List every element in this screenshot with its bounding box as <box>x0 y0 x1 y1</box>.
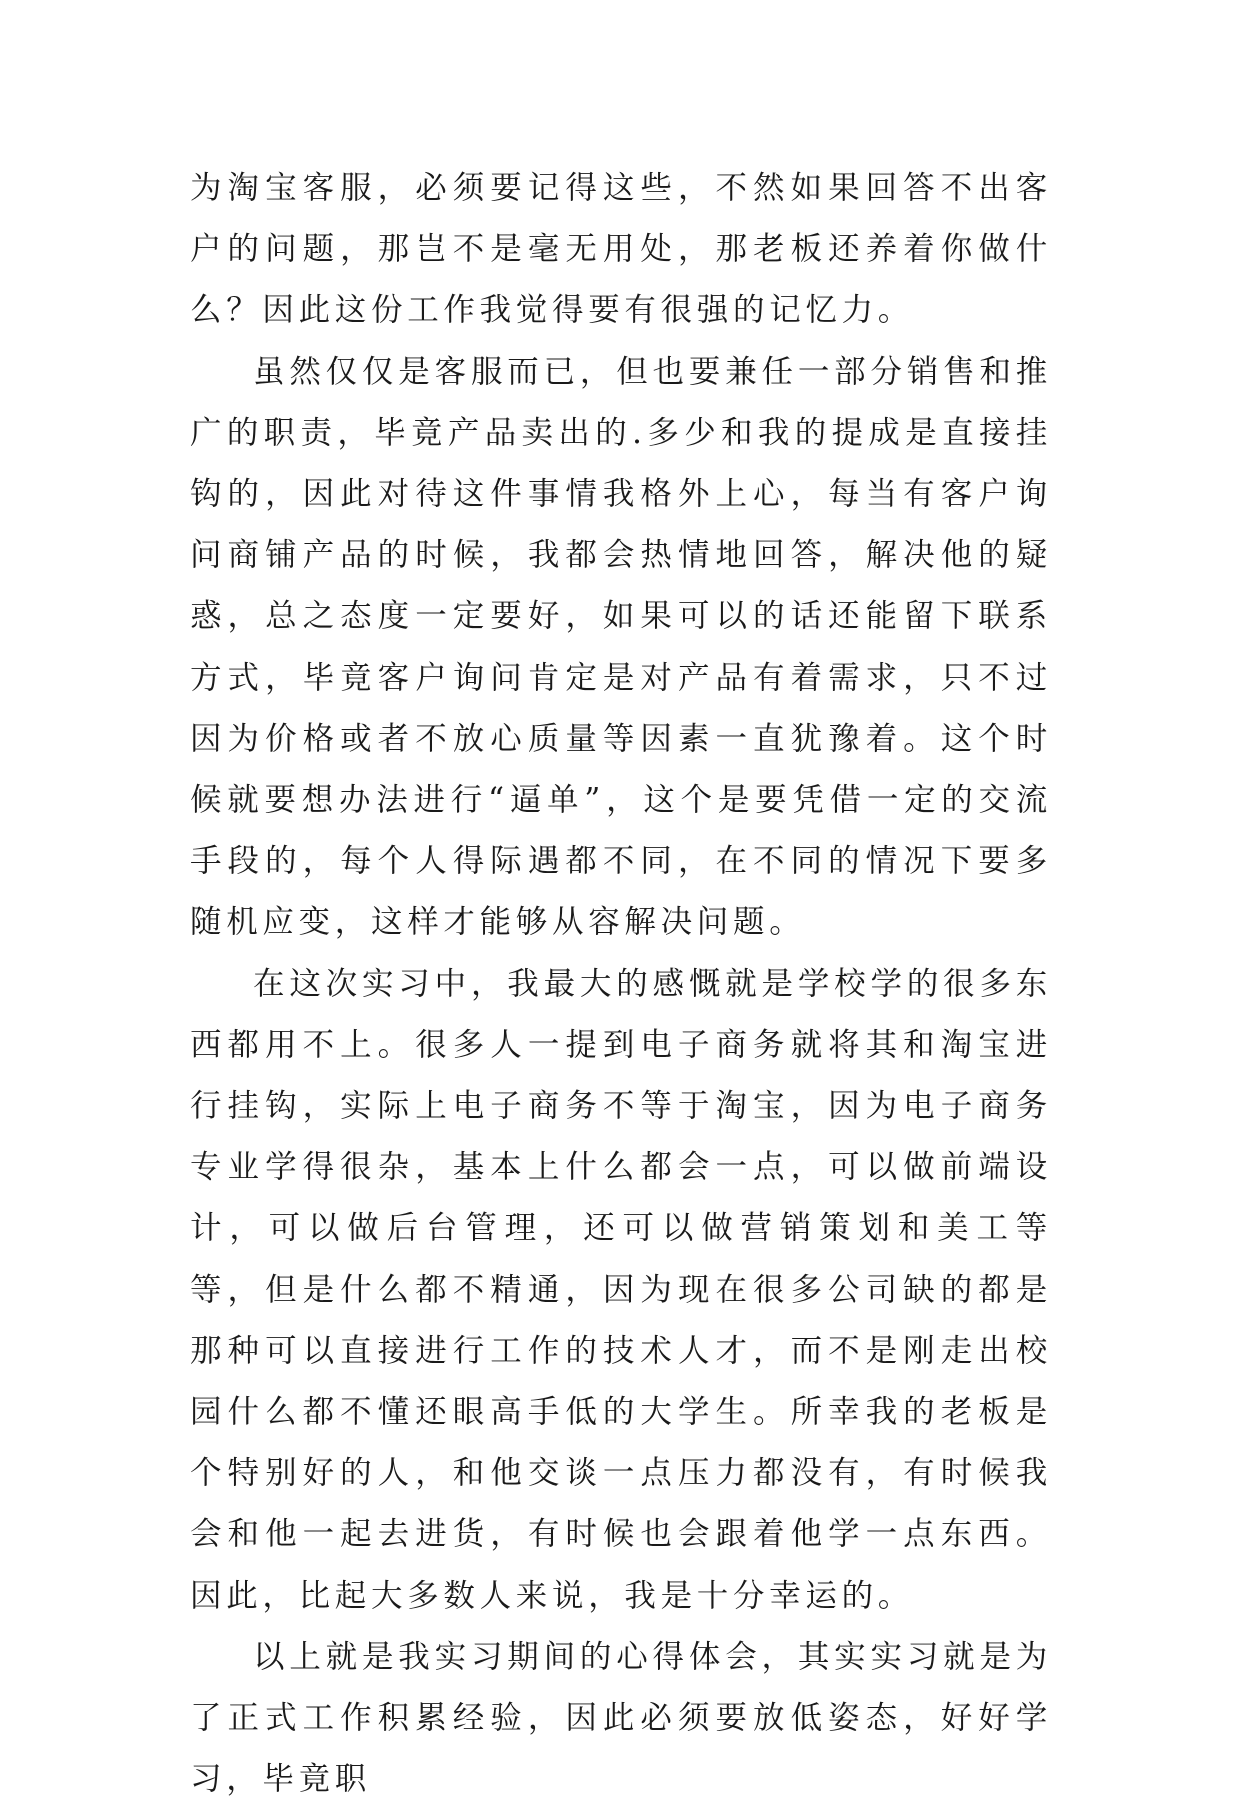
paragraph-customer-service-duties: 虽然仅仅是客服而已，但也要兼任一部分销售和推广的职责，毕竟产品卖出的.多少和我的提成是直接挂钩的，因此对待这件事情我格外上心，每当有客户询问商铺产品的时候，我都会热情地回答，解决他的疑惑，总之态度一定要好，如果可以的话还能留下联系方式，毕竟客户询问肯定是对产品有着需求，只不过因为价格或者不放心质量等因素一直犹豫着。这个时候就要想办法进行“逼单”，这个是要凭借一定的交流手段的，每个人得际遇都不同，在不同的情况下要多随机应变，这样才能够从容解决问题。 <box>190 353 1052 941</box>
paragraph-continued: 为淘宝客服，必须要记得这些，不然如果回答不出客户的问题，那岂不是毫无用处，那老板还养着你做什么？因此这份工作我觉得要有很强的记忆力。 <box>190 170 1052 329</box>
paragraph-summary: 以上就是我实习期间的心得体会，其实实习就是为了正式工作积累经验，因此必须要放低姿态，好好学习，毕竟职 <box>190 1638 1052 1798</box>
body-text <box>190 158 1052 1810</box>
paragraph-internship-reflection: 在这次实习中，我最大的感慨就是学校学的很多东西都用不上。很多人一提到电子商务就将其和淘宝进行挂钩，实际上电子商务不等于淘宝，因为电子商务专业学得很杂，基本上什么都会一点，可以做前端设计，可以做后台管理，还可以做营销策划和美工等等，但是什么都不精通，因为现在很多公司缺的都是那种可以直接进行工作的技术人才，而不是刚走出校园什么都不懂还眼高手低的大学生。所幸我的老板是个特别好的人，和他交谈一点压力都没有，有时候我会和他一起去进货，有时候也会跟着他学一点东西。因此，比起大多数人来说，我是十分幸运的。 <box>190 965 1052 1614</box>
